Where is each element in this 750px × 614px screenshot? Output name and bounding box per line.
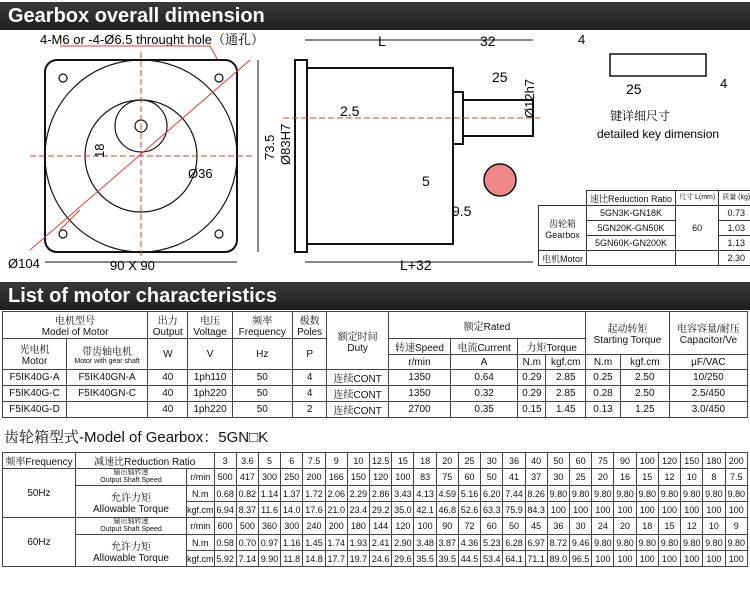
allowable-torque-label: 允许力矩 Allowable Torque	[76, 535, 187, 567]
torque-kgf-cell: 9.90	[258, 551, 280, 567]
unit-kgf: kgf.cm	[546, 355, 586, 370]
speed-cell: 9	[725, 518, 747, 535]
ratio-cell: 90	[614, 453, 636, 469]
poles-header: 极数 Poles	[292, 312, 327, 339]
speed-cell: 180	[347, 518, 369, 535]
torque-nm-cell: 1.16	[281, 535, 303, 551]
key-dim-25: 25	[626, 81, 642, 97]
speed-cell: 500	[236, 518, 258, 535]
speed-cell: 90	[436, 518, 458, 535]
speed-cell: 12	[658, 469, 680, 486]
speed-cell: 15	[658, 518, 680, 535]
torque-nm-cell: 9.80	[703, 486, 725, 502]
speed-cell: 200	[325, 518, 347, 535]
torque-nm-cell: 9.80	[681, 486, 703, 502]
rated-header: 额定Rated	[388, 312, 585, 339]
unit-hz: Hz	[232, 339, 292, 370]
torque-nm-cell: 1.45	[303, 535, 325, 551]
motor-col-header: 光电机 Motor	[3, 339, 67, 370]
voltage-header: 电压 Voltage	[188, 312, 232, 339]
torque-kgf-cell: 24.6	[370, 551, 392, 567]
ratio-cell: 20	[436, 453, 458, 469]
torque-kgf-cell: 8.37	[236, 502, 258, 518]
speed-cell: 120	[370, 469, 392, 486]
freq-60hz: 60Hz	[3, 518, 76, 567]
torque-nm-cell: 4.36	[458, 535, 480, 551]
dim-12h7: Ø12h7	[522, 78, 537, 118]
speed-cell: 417	[236, 469, 258, 486]
ratio-cell: 12.5	[370, 453, 392, 469]
gearbox-weight-3: 1.13	[719, 236, 750, 251]
torque-nm-cell: 5.16	[458, 486, 480, 502]
torque-kgf-cell: 100	[681, 551, 703, 567]
unit-start-kgf: kgf.cm	[620, 355, 669, 370]
ratio-header: 速比Reduction Ratio	[587, 191, 676, 206]
ratio-cell: 3	[214, 453, 236, 469]
speed-cell: 50	[503, 518, 525, 535]
ratio-cell: 6	[281, 453, 303, 469]
unit-a: A	[451, 355, 518, 370]
torque-kgf-cell: 100	[658, 502, 680, 518]
unit-nm: N.m	[518, 355, 546, 370]
torque-kgf-cell: 14.8	[303, 551, 325, 567]
torque-kgf-cell: 7.14	[236, 551, 258, 567]
output-header: 出力 Output	[148, 312, 188, 339]
dim-36: Ø36	[188, 166, 213, 181]
unit-kgf: kgf.cm	[187, 551, 215, 567]
frequency-header: 频率 Frequency	[232, 312, 292, 339]
torque-nm-cell: 6.20	[481, 486, 503, 502]
ratio-cell: 18	[414, 453, 436, 469]
torque-nm-cell: 9.80	[725, 486, 747, 502]
table-row	[3, 486, 748, 502]
unit-nm: N.m	[187, 486, 215, 502]
table-row	[3, 518, 748, 535]
ratio-cell: 10	[347, 453, 369, 469]
torque-nm-cell: 9.80	[547, 486, 569, 502]
torque-nm-cell: 7.44	[503, 486, 525, 502]
motor-label: 电机Motor	[539, 251, 587, 266]
torque-kgf-cell: 6.94	[214, 502, 236, 518]
hole-note: 4-M6 or -4-Ø6.5 throught hole（通孔）	[40, 32, 264, 47]
gearmotor-col-header: 带齿轴电机 Motor with gear shaft	[67, 339, 148, 370]
speed-cell: 20	[614, 518, 636, 535]
speed-cell: 25	[570, 469, 592, 486]
torque-nm-cell: 5.23	[481, 535, 503, 551]
torque-kgf-cell: 100	[547, 502, 569, 518]
speed-cell: 360	[258, 518, 280, 535]
ratio-header: 减速比Reduction Ratio	[76, 453, 215, 469]
torque-kgf-cell: 89.0	[547, 551, 569, 567]
speed-cell: 144	[370, 518, 392, 535]
torque-nm-cell: 9.80	[703, 535, 725, 551]
torque-kgf-cell: 14.0	[281, 502, 303, 518]
speed-cell: 166	[325, 469, 347, 486]
unit-start-nm: N.m	[586, 355, 621, 370]
torque-kgf-cell: 100	[703, 551, 725, 567]
torque-kgf-cell: 5.92	[214, 551, 236, 567]
ratio-cell: 7.5	[303, 453, 325, 469]
speed-cell: 300	[258, 469, 280, 486]
torque-kgf-cell: 63.3	[481, 502, 503, 518]
ratio-cell: 120	[658, 453, 680, 469]
gearbox-weight-2: 1.03	[719, 221, 750, 236]
gearbox-label: 齿轮箱 Gearbox	[539, 206, 587, 251]
torque-kgf-cell: 100	[681, 502, 703, 518]
speed-cell: 120	[392, 518, 414, 535]
torque-nm-cell: 3.87	[436, 535, 458, 551]
gearbox-flange	[295, 60, 307, 252]
torque-nm-cell: 2.86	[370, 486, 392, 502]
ratio-cell: 36	[503, 453, 525, 469]
torque-nm-cell: 8.26	[525, 486, 547, 502]
dim-2-5: 2.5	[340, 103, 360, 119]
ratio-cell: 40	[525, 453, 547, 469]
torque-nm-cell: 6.28	[503, 535, 525, 551]
speed-cell: 60	[481, 518, 503, 535]
capacitor-header: 电容容量/耐压 Capacitor/Ve	[669, 312, 747, 355]
torque-kgf-cell: 53.4	[481, 551, 503, 567]
torque-nm-cell: 0.68	[214, 486, 236, 502]
torque-kgf-cell: 44.5	[458, 551, 480, 567]
torque-nm-cell: 9.80	[636, 535, 658, 551]
ratio-cell: 9	[325, 453, 347, 469]
table-row: F5IK40G-C F5IK40GN-C 40 1ph220 50 4 连续CONT 1350 0.32 0.29 2.85 0.28 2.50 2.5/450	[3, 386, 748, 402]
dim-73-5: 73.5	[262, 134, 277, 160]
speed-cell: 83	[414, 469, 436, 486]
speed-cell: 30	[547, 469, 569, 486]
speed-cell: 10	[681, 469, 703, 486]
ratio-cell: 25	[458, 453, 480, 469]
ratio-cell: 180	[703, 453, 725, 469]
speed-cell: 50	[481, 469, 503, 486]
torque-kgf-cell: 29.6	[392, 551, 414, 567]
torque-kgf-cell: 100	[703, 502, 725, 518]
section-title-dimension: Gearbox overall dimension	[0, 2, 750, 30]
torque-kgf-cell: 100	[614, 502, 636, 518]
speed-cell: 72	[458, 518, 480, 535]
dim-83h7: Ø83H7	[278, 123, 293, 165]
speed-cell: 16	[614, 469, 636, 486]
speed-cell: 18	[636, 518, 658, 535]
motor-characteristics-table	[2, 311, 748, 418]
torque-nm-cell: 1.14	[258, 486, 280, 502]
starting-torque-header: 起动转矩 Starting Torque	[586, 312, 670, 355]
torque-kgf-cell: 96.5	[570, 551, 592, 567]
torque-kgf-cell: 19.7	[347, 551, 369, 567]
speed-cell: 10	[703, 518, 725, 535]
torque-nm-cell: 9.80	[681, 535, 703, 551]
unit-rmin: r/min	[187, 518, 215, 535]
torque-nm-cell: 9.80	[658, 535, 680, 551]
ratio-cell: 150	[681, 453, 703, 469]
ratio-cell: 30	[481, 453, 503, 469]
torque-kgf-cell: 100	[658, 551, 680, 567]
torque-nm-cell: 2.06	[325, 486, 347, 502]
speed-cell: 41	[503, 469, 525, 486]
key-rect	[610, 54, 706, 76]
unit-w: W	[148, 339, 188, 370]
torque-nm-cell: 0.97	[258, 535, 280, 551]
freq-50hz: 50Hz	[3, 469, 76, 518]
speed-cell: 37	[525, 469, 547, 486]
torque-kgf-cell: 17.6	[303, 502, 325, 518]
speed-cell: 12	[681, 518, 703, 535]
speed-cell: 100	[392, 469, 414, 486]
torque-kgf-cell: 100	[592, 502, 614, 518]
speed-cell: 100	[414, 518, 436, 535]
gearbox-weight-table	[538, 190, 750, 266]
duty-header: 额定时间 Duty	[327, 312, 388, 370]
table-row	[3, 469, 748, 486]
unit-rmin: r/min	[388, 355, 450, 370]
dim-L: L	[378, 33, 386, 49]
unit-p: P	[292, 339, 327, 370]
torque-nm-cell: 6.97	[525, 535, 547, 551]
torque-kgf-cell: 42.1	[414, 502, 436, 518]
torque-nm-cell: 9.80	[570, 486, 592, 502]
key-section	[484, 164, 516, 196]
torque-nm-cell: 3.43	[392, 486, 414, 502]
key-dim-4a: 4	[578, 32, 586, 47]
table-row: F5IK40G-D 40 1ph220 50 2 连续CONT 2700 0.35 0.15 1.45 0.13 1.25 3.0/450	[3, 402, 748, 418]
dim-104: Ø104	[8, 256, 40, 271]
ratio-cell: 5	[258, 453, 280, 469]
table-row: F5IK40G-A F5IK40GN-A 40 1ph110 50 4 连续CONT 1350 0.64 0.29 2.85 0.25 2.50 10/250	[3, 370, 748, 386]
torque-nm-cell: 8.72	[547, 535, 569, 551]
ratio-header-row	[3, 453, 748, 469]
speed-cell: 24	[592, 518, 614, 535]
torque-nm-cell: 1.37	[281, 486, 303, 502]
unit-v: V	[188, 339, 232, 370]
torque-kgf-cell: 35.0	[392, 502, 414, 518]
speed-header: 转速Speed	[388, 339, 450, 355]
gearbox-model-3: 5GN60K-GN200K	[587, 236, 676, 251]
dim-5: 5	[422, 173, 430, 189]
torque-nm-cell: 9.80	[592, 535, 614, 551]
key-dim-4b: 4	[720, 76, 728, 91]
ratio-cell: 200	[725, 453, 747, 469]
model-header: 电机型号 Model of Motor	[3, 312, 148, 339]
ratio-cell: 3.6	[236, 453, 258, 469]
gearbox-ratio-table	[2, 452, 748, 567]
torque-kgf-cell: 23.4	[347, 502, 369, 518]
speed-cell: 150	[347, 469, 369, 486]
torque-kgf-cell: 11.6	[258, 502, 280, 518]
torque-nm-cell: 1.93	[347, 535, 369, 551]
speed-cell: 200	[303, 469, 325, 486]
weight-header: 质量 (kg)	[719, 191, 750, 206]
torque-kgf-cell: 39.5	[436, 551, 458, 567]
torque-kgf-cell: 17.7	[325, 551, 347, 567]
motor-weight: 2.30	[719, 251, 750, 266]
speed-cell: 300	[281, 518, 303, 535]
speed-cell: 20	[592, 469, 614, 486]
speed-cell: 8	[703, 469, 725, 486]
unit-kgf: kgf.cm	[187, 502, 215, 518]
torque-kgf-cell: 100	[614, 551, 636, 567]
gearbox-body	[305, 68, 453, 244]
torque-kgf-cell: 100	[725, 502, 747, 518]
torque-kgf-cell: 100	[636, 502, 658, 518]
torque-kgf-cell: 21.0	[325, 502, 347, 518]
torque-nm-cell: 2.29	[347, 486, 369, 502]
gearbox-model-title: 齿轮箱型式-Model of Gearbox：5GN□K	[4, 429, 269, 446]
speed-cell: 15	[636, 469, 658, 486]
torque-kgf-cell: 75.9	[503, 502, 525, 518]
speed-cell: 500	[214, 469, 236, 486]
torque-nm-cell: 9.80	[592, 486, 614, 502]
torque-nm-cell: 1.72	[303, 486, 325, 502]
current-header: 电流Current	[451, 339, 518, 355]
torque-nm-cell: 2.41	[370, 535, 392, 551]
speed-cell: 30	[570, 518, 592, 535]
size-header: 尺寸 L(mm)	[676, 191, 719, 206]
unit-cap: μF/VAC	[669, 355, 747, 370]
torque-nm-cell: 3.48	[414, 535, 436, 551]
torque-kgf-cell: 100	[592, 551, 614, 567]
dim-25: 25	[492, 69, 508, 85]
ratio-cell: 50	[547, 453, 569, 469]
torque-nm-cell: 9.46	[570, 535, 592, 551]
dim-9-5: 9.5	[452, 203, 472, 219]
output-speed-label: 输出轴转速 Output Shaft Speed	[76, 518, 187, 535]
torque-kgf-cell: 11.8	[281, 551, 303, 567]
gearbox-size: 60	[676, 206, 719, 251]
torque-nm-cell: 9.80	[614, 486, 636, 502]
torque-kgf-cell: 35.5	[414, 551, 436, 567]
torque-kgf-cell: 100	[570, 502, 592, 518]
speed-cell: 600	[214, 518, 236, 535]
speed-cell: 7.5	[725, 469, 747, 486]
torque-kgf-cell: 52.6	[458, 502, 480, 518]
torque-kgf-cell: 84.3	[525, 502, 547, 518]
ratio-cell: 15	[392, 453, 414, 469]
torque-kgf-cell: 100	[636, 551, 658, 567]
key-title-cn: 键详细尺寸	[610, 109, 671, 123]
ratio-cell: 75	[592, 453, 614, 469]
ratio-cell: 100	[636, 453, 658, 469]
torque-nm-cell: 1.74	[325, 535, 347, 551]
frequency-header: 频率Frequency	[3, 453, 76, 469]
key-title-en: detailed key dimension	[597, 127, 720, 141]
dim-18: 18	[92, 143, 107, 158]
torque-nm-cell: 2.90	[392, 535, 414, 551]
gearbox-model-1: 5GN3K-GN18K	[587, 206, 676, 221]
section-title-motor: List of motor characteristics	[0, 282, 750, 310]
torque-kgf-cell: 29.2	[370, 502, 392, 518]
torque-nm-cell: 9.80	[636, 486, 658, 502]
torque-nm-cell: 9.80	[658, 486, 680, 502]
speed-cell: 75	[436, 469, 458, 486]
torque-kgf-cell: 71.1	[525, 551, 547, 567]
table-row	[3, 535, 748, 551]
torque-nm-cell: 9.80	[725, 535, 747, 551]
gearbox-model-2: 5GN20K-GN50K	[587, 221, 676, 236]
torque-kgf-cell: 46.8	[436, 502, 458, 518]
torque-kgf-cell: 100	[725, 551, 747, 567]
speed-cell: 45	[525, 518, 547, 535]
torque-nm-cell: 0.82	[236, 486, 258, 502]
torque-header: 力矩Torque	[518, 339, 586, 355]
speed-cell: 36	[547, 518, 569, 535]
allowable-torque-label: 允许力矩 Allowable Torque	[76, 486, 187, 518]
dim-32: 32	[480, 33, 496, 49]
torque-nm-cell: 4.59	[436, 486, 458, 502]
torque-kgf-cell: 64.1	[503, 551, 525, 567]
torque-nm-cell: 9.80	[614, 535, 636, 551]
torque-nm-cell: 4.13	[414, 486, 436, 502]
output-speed-label: 输出轴转速 Output Shaft Speed	[76, 469, 187, 486]
torque-nm-cell: 0.58	[214, 535, 236, 551]
unit-nm: N.m	[187, 535, 215, 551]
speed-cell: 240	[303, 518, 325, 535]
speed-cell: 60	[458, 469, 480, 486]
dim-L-plus-32: L+32	[400, 257, 432, 273]
dim-90x90: 90 X 90	[110, 258, 155, 273]
gearbox-weight-1: 0.73	[719, 206, 750, 221]
ratio-cell: 60	[570, 453, 592, 469]
torque-nm-cell: 0.70	[236, 535, 258, 551]
speed-cell: 250	[281, 469, 303, 486]
unit-rmin: r/min	[187, 469, 215, 486]
